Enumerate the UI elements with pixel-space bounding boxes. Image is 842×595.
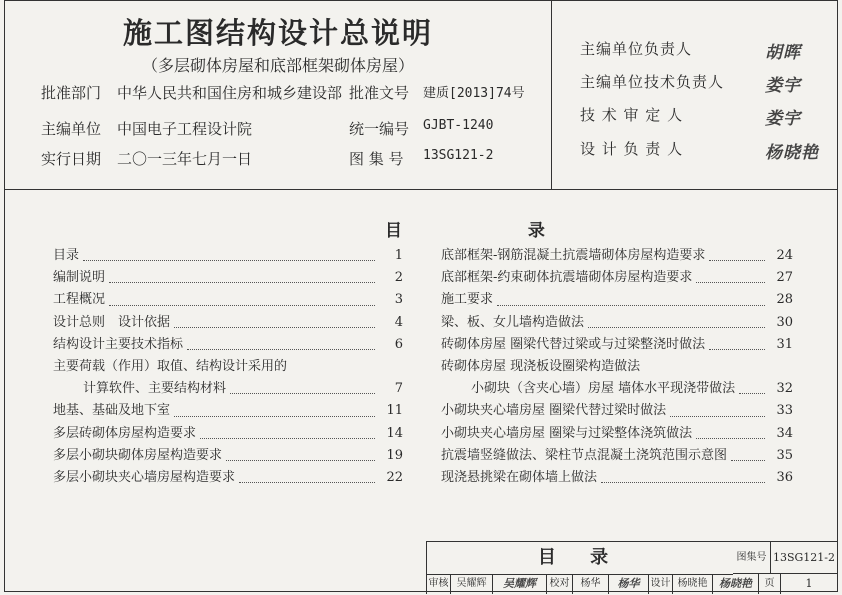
- toc-left-column: [53, 245, 403, 489]
- toc-item-page: 31: [776, 336, 793, 352]
- toc-leader-dots: [239, 481, 375, 483]
- toc-item-label: 小砌块夹心墙房屋 圈梁与过梁整体浇筑做法: [441, 425, 693, 441]
- toc-item-label: 多层砖砌体房屋构造要求: [53, 425, 197, 441]
- toc-item-label: 多层小砌块夹心墙房屋构造要求: [53, 469, 236, 485]
- toc-leader-dots: [109, 281, 375, 283]
- toc-item-label: 施工要求: [441, 292, 494, 308]
- check-signature: 杨华: [609, 574, 649, 594]
- toc-item-page: 19: [386, 447, 403, 463]
- toc-item-label: 计算软件、主要结构材料: [83, 381, 227, 397]
- toc-item-page: 22: [386, 469, 403, 485]
- toc-item: [441, 356, 793, 378]
- toc-item-page: 7: [394, 381, 403, 397]
- toc-item-page: 27: [776, 270, 793, 286]
- design-name: 杨晓艳: [673, 574, 713, 594]
- toc-right-column: [441, 245, 793, 489]
- signature: 杨晓艳: [765, 143, 819, 163]
- design-signature: 杨晓艳: [713, 574, 759, 594]
- toc-leader-dots: [644, 371, 765, 372]
- toc-leader-dots: [174, 415, 375, 417]
- meta-value: 二〇一三年七月一日: [117, 150, 253, 168]
- toc-leader-dots: [174, 326, 375, 328]
- toc-leader-dots: [187, 348, 375, 350]
- responsible-row: [580, 71, 801, 96]
- toc-leader-dots: [739, 392, 765, 394]
- responsible-role: 主编单位负责人: [580, 40, 693, 58]
- toc-item-label: 编制说明: [53, 270, 106, 286]
- toc-item-label: 目录: [53, 248, 80, 264]
- toc-item: [53, 289, 403, 311]
- toc-item-label: 结构设计主要技术指标: [53, 336, 184, 352]
- toc-item: [441, 289, 793, 311]
- toc-item: [441, 400, 793, 422]
- toc-leader-dots: [109, 304, 375, 306]
- check-label: 校对: [547, 574, 573, 594]
- toc-leader-dots: [200, 437, 375, 439]
- design-label: 设计: [649, 574, 673, 594]
- toc-item-label: 底部框架-约束砌体抗震墙砌体房屋构造要求: [441, 270, 693, 286]
- toc-item: [53, 334, 403, 356]
- meta-value: 建质[2013]74号: [423, 86, 525, 101]
- toc-item-label: 多层小砌块砌体房屋构造要求: [53, 447, 223, 463]
- toc-item-page: 1: [394, 248, 403, 264]
- signature: 胡晖: [765, 43, 801, 63]
- responsible-row: [580, 104, 801, 129]
- header: [5, 1, 837, 190]
- toc-item-page: 33: [776, 403, 793, 419]
- toc-item-label: 梁、板、女儿墙构造做法: [441, 314, 585, 330]
- toc-item: [441, 267, 793, 289]
- toc-item-label: 底部框架-钢筋混凝土抗震墙砌体房屋构造要求: [441, 248, 706, 264]
- atlas-number: 13SG121-2: [771, 542, 837, 574]
- toc-item: [441, 334, 793, 356]
- title-block-title: 目 录: [427, 542, 733, 575]
- toc-item: [441, 245, 793, 267]
- toc-item-page: 34: [776, 425, 793, 441]
- toc-item-label: 抗震墙竖缝做法、梁柱节点混凝土浇筑范围示意图: [441, 447, 728, 463]
- review-name: 吴耀辉: [451, 574, 493, 594]
- toc-item-label: 现浇悬挑梁在砌体墙上做法: [441, 469, 598, 485]
- responsible-role: 设 计 负 责 人: [580, 140, 684, 158]
- toc-item: [441, 378, 793, 400]
- signature: 娄宇: [765, 76, 801, 96]
- responsible-panel: [551, 1, 838, 189]
- title-block: [426, 541, 838, 594]
- review-label: 审核: [427, 574, 451, 594]
- toc-item-label: 设计总则 设计依据: [53, 314, 171, 330]
- meta-key: 实行日期: [41, 150, 102, 168]
- toc-item: [53, 400, 403, 422]
- drawing-sheet: [4, 0, 838, 592]
- toc-leader-dots: [291, 371, 375, 372]
- page-number: 1: [805, 577, 813, 590]
- toc-item-page: 2: [394, 270, 403, 286]
- toc-item: [53, 378, 403, 400]
- check-name: 杨华: [573, 574, 609, 594]
- toc-item: [441, 445, 793, 467]
- toc-item-page: 32: [776, 381, 793, 397]
- meta-key: 批准部门: [41, 84, 102, 102]
- responsible-row: [580, 138, 819, 163]
- toc-item-label: 小砌块夹心墙房屋 圈梁代替过梁时做法: [441, 403, 667, 419]
- toc-item-label: 砖砌体房屋 圈梁代替过梁或与过梁整浇时做法: [441, 336, 706, 352]
- toc-leader-dots: [709, 259, 765, 261]
- toc-item: [53, 245, 403, 267]
- toc-item-page: 3: [394, 292, 403, 308]
- toc-item: [441, 312, 793, 334]
- meta-key: 批准文号: [349, 84, 410, 102]
- toc-item-page: 24: [776, 248, 793, 264]
- toc-leader-dots: [696, 281, 765, 283]
- toc-item: [53, 445, 403, 467]
- page-label: 页: [759, 574, 781, 594]
- responsible-role: 技 术 审 定 人: [580, 106, 684, 124]
- toc-item-label: 小砌块（含夹心墙）房屋 墙体水平现浇带做法: [471, 381, 736, 397]
- toc-item-label: 工程概况: [53, 292, 106, 308]
- page-subtitle: （多层砌体房屋和底部框架砌体房屋）: [141, 56, 414, 75]
- toc-item: [53, 467, 403, 489]
- responsible-role: 主编单位技术负责人: [580, 73, 725, 91]
- toc-leader-dots: [588, 326, 765, 328]
- toc-leader-dots: [230, 392, 375, 394]
- toc-item: [53, 267, 403, 289]
- toc-item-page: 6: [394, 336, 403, 352]
- toc-item-page: 11: [386, 403, 403, 419]
- toc-item-page: 14: [386, 425, 403, 441]
- toc-item-page: 4: [394, 314, 403, 330]
- toc-item-page: 35: [776, 447, 793, 463]
- toc-item-page: 30: [776, 314, 793, 330]
- toc-item: [441, 423, 793, 445]
- toc-item-page: 28: [776, 292, 793, 308]
- meta-value: 中国电子工程设计院: [117, 120, 253, 138]
- meta-value: 13SG121-2: [423, 148, 494, 163]
- review-signature: 吴耀辉: [493, 574, 547, 594]
- toc-item-label: 砖砌体房屋 现浇板设圈梁构造做法: [441, 359, 641, 375]
- toc-item-label: 地基、基础及地下室: [53, 403, 171, 419]
- page-title: 施工图结构设计总说明: [122, 16, 433, 50]
- meta-key: 主编单位: [41, 120, 102, 138]
- toc-item: [53, 312, 403, 334]
- toc-leader-dots: [226, 459, 375, 461]
- toc-item: [441, 467, 793, 489]
- toc-heading: 目 录: [385, 221, 605, 241]
- atlas-label: 图集号: [733, 542, 771, 574]
- meta-key: 统一编号: [349, 120, 410, 138]
- meta-value: GJBT-1240: [423, 118, 494, 133]
- meta-value: 中华人民共和国住房和城乡建设部: [117, 84, 343, 102]
- signature: 娄宇: [765, 109, 801, 129]
- toc-leader-dots: [709, 348, 765, 350]
- toc-item: [53, 356, 403, 378]
- toc-leader-dots: [731, 459, 765, 461]
- toc-item-label: 主要荷载（作用）取值、结构设计采用的: [53, 359, 288, 375]
- responsible-row: [580, 38, 801, 63]
- meta-key: 图 集 号: [349, 150, 404, 168]
- toc-leader-dots: [670, 415, 765, 417]
- toc-leader-dots: [497, 304, 765, 306]
- toc-item-page: 36: [776, 469, 793, 485]
- toc-item: [53, 423, 403, 445]
- toc-leader-dots: [601, 481, 765, 483]
- toc-leader-dots: [696, 437, 765, 439]
- toc-leader-dots: [83, 259, 375, 261]
